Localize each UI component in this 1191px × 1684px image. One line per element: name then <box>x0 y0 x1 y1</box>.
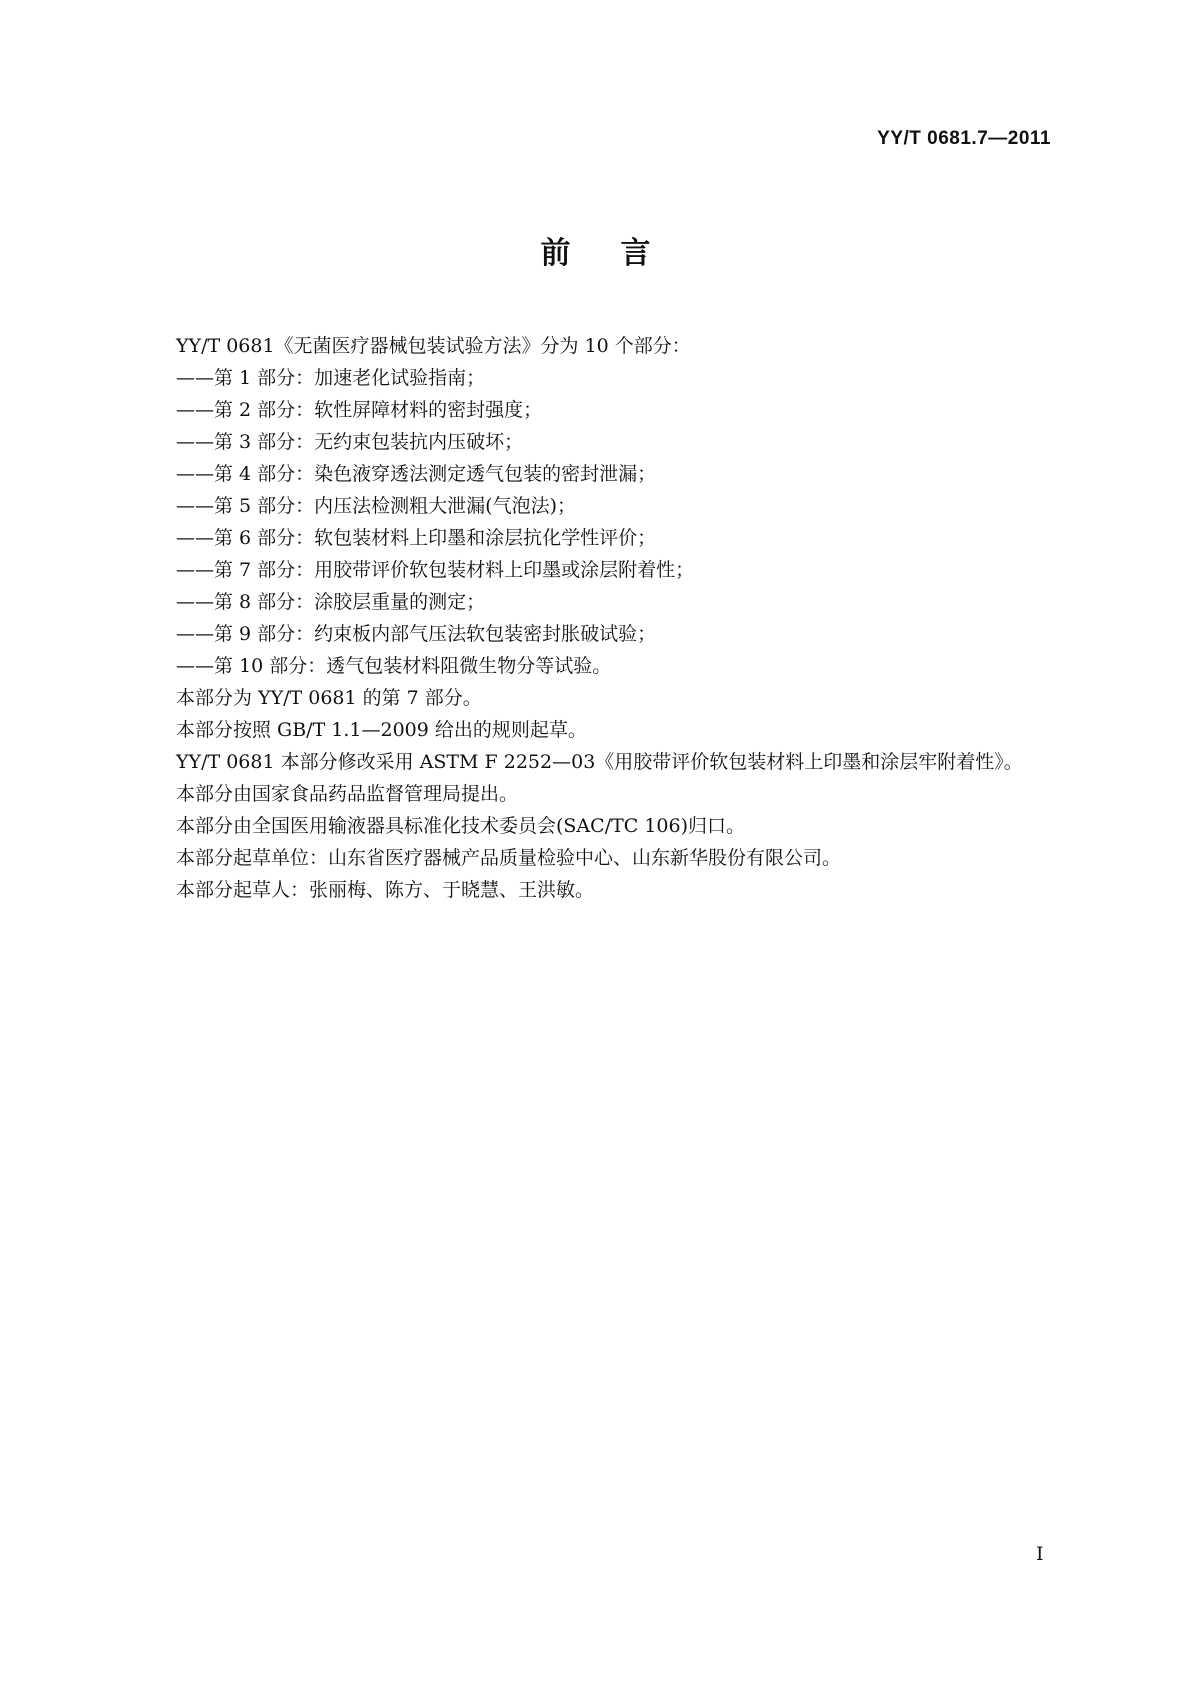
paragraph: 本部分为 YY/T 0681 的第 7 部分。 <box>176 687 482 709</box>
paragraph: 本部分由国家食品药品监督管理局提出。 <box>176 783 519 805</box>
list-item: ——第 9 部分：约束板内部气压法软包装密封胀破试验； <box>176 623 657 645</box>
list-item: ——第 1 部分：加速老化试验指南； <box>176 367 486 389</box>
list-item: ——第 7 部分：用胶带评价软包装材料上印墨或涂层附着性； <box>176 559 695 581</box>
intro-line: YY/T 0681《无菌医疗器械包装试验方法》分为 10 个部分： <box>176 335 691 357</box>
page-title: 前言 <box>540 236 701 271</box>
list-item: ——第 2 部分：软性屏障材料的密封强度； <box>176 399 543 421</box>
paragraph: 本部分由全国医用输液器具标准化技术委员会(SAC/TC 106)归口。 <box>176 815 746 837</box>
list-item: ——第 8 部分：涂胶层重量的测定； <box>176 591 486 613</box>
list-item: ——第 3 部分：无约束包装抗内压破坏； <box>176 431 524 453</box>
list-item: ——第 6 部分：软包装材料上印墨和涂层抗化学性评价； <box>176 527 657 549</box>
list-item: ——第 5 部分：内压法检测粗大泄漏(气泡法)； <box>176 495 576 517</box>
list-item: ——第 4 部分：染色液穿透法测定透气包装的密封泄漏； <box>176 463 657 485</box>
standard-code: YY/T 0681.7—2011 <box>877 128 1051 149</box>
paragraph: 本部分起草单位：山东省医疗器械产品质量检验中心、山东新华股份有限公司。 <box>176 847 842 869</box>
foreword-body <box>176 330 1056 906</box>
page-number: I <box>1036 1543 1044 1565</box>
paragraph: 本部分起草人：张丽梅、陈方、于晓慧、王洪敏。 <box>176 879 595 901</box>
list-item: ——第 10 部分：透气包装材料阻微生物分等试验。 <box>176 655 612 677</box>
paragraph: YY/T 0681 本部分修改采用 ASTM F 2252—03《用胶带评价软包装材料上印墨和涂层牢附着性》。 <box>176 751 1023 773</box>
paragraph: 本部分按照 GB/T 1.1—2009 给出的规则起草。 <box>176 719 587 741</box>
